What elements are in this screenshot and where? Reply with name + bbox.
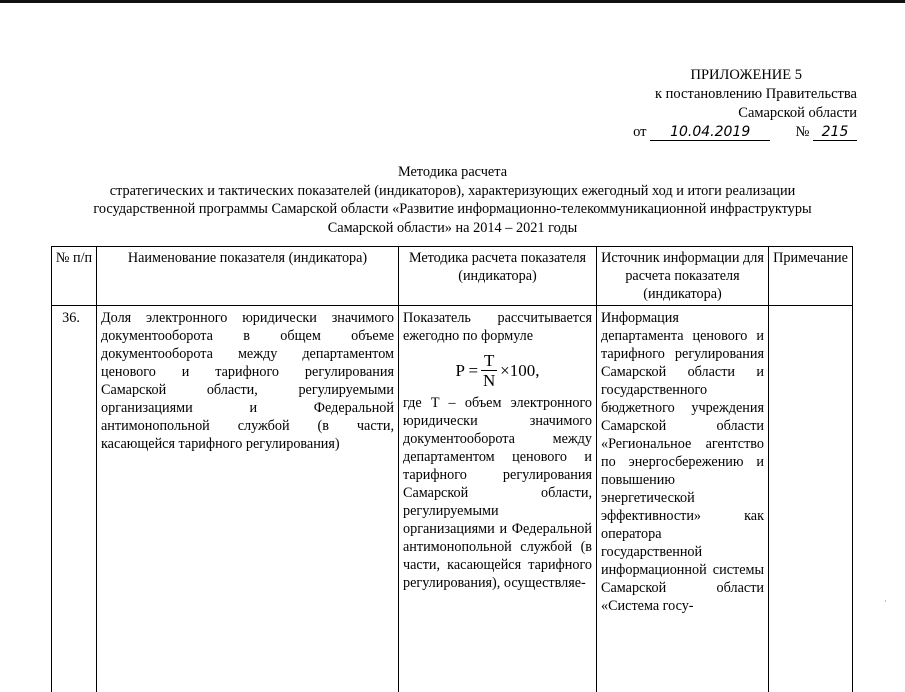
row-name: Доля электронного юридически значимого документооборота в общем объеме документооборота между департаментом ценового и тарифного регулирования Самарской области, регулируемыми организациями и Федеральной антимонопольной службой (в части, касающейся тарифного регулирования) bbox=[97, 306, 399, 692]
method-text: где T – объем электронного юридически значимого документооборота между департаментом ценового и тарифного регулирования Самарской области, регулируемыми организациями и Федеральной антимонопольной службой (в части, касающейся тарифного регулирования), осуществляе- bbox=[403, 394, 592, 592]
appendix-title: ПРИЛОЖЕНИЕ 5 bbox=[633, 66, 802, 85]
number-prefix: № bbox=[796, 124, 810, 140]
page-top-border bbox=[0, 0, 905, 3]
table-header-row bbox=[52, 247, 853, 306]
header-note: Примечание bbox=[769, 247, 853, 306]
appendix-block bbox=[633, 66, 857, 142]
heading-line-4: Самарской области» на 2014 – 2021 годы bbox=[20, 219, 885, 238]
handwritten-number: 215 bbox=[813, 125, 857, 141]
handwritten-date: 10.04.2019 bbox=[650, 125, 770, 141]
header-num: № п/п bbox=[52, 247, 97, 306]
formula-rhs: ×100, bbox=[500, 362, 539, 380]
formula-lhs: P = bbox=[455, 362, 478, 380]
formula-numerator: T bbox=[484, 351, 494, 370]
heading-line-1: Методика расчета bbox=[20, 163, 885, 182]
header-method: Методика расчета показателя (индикатора) bbox=[399, 247, 597, 306]
appendix-line-1: к постановлению Правительства bbox=[633, 85, 857, 104]
formula-fraction bbox=[481, 351, 497, 390]
scan-speck: · bbox=[884, 597, 887, 606]
row-source: Информация департамента ценового и тарифного регулирования Самарской области и государственного бюджетного учреждения Самарской области «Региональное агентство по энергосбережению и повышению энергетической эффективности» как оператора государственной информационной системы Самарской области «Система госу- bbox=[597, 306, 769, 692]
row-num: 36. bbox=[52, 306, 97, 692]
row-method bbox=[399, 306, 597, 692]
document-heading bbox=[20, 163, 885, 237]
formula-denominator: N bbox=[483, 371, 495, 390]
row-note bbox=[769, 306, 853, 692]
heading-line-2: стратегических и тактических показателей (индикаторов), характеризующих ежегодный ход и итоги реализации bbox=[20, 182, 885, 201]
appendix-line-2: Самарской области bbox=[633, 104, 857, 123]
method-intro: Показатель рассчитывается ежегодно по формуле bbox=[403, 309, 592, 345]
header-name: Наименование показателя (индикатора) bbox=[97, 247, 399, 306]
indicators-table bbox=[51, 246, 853, 692]
heading-line-3: государственной программы Самарской области «Развитие информационно-телекоммуникационной инфраструктуры bbox=[20, 200, 885, 219]
date-prefix: от bbox=[633, 124, 646, 140]
header-source: Источник информации для расчета показателя (индикатора) bbox=[597, 247, 769, 306]
table-row bbox=[52, 306, 853, 692]
formula bbox=[403, 351, 592, 390]
appendix-sign-line bbox=[633, 123, 857, 142]
